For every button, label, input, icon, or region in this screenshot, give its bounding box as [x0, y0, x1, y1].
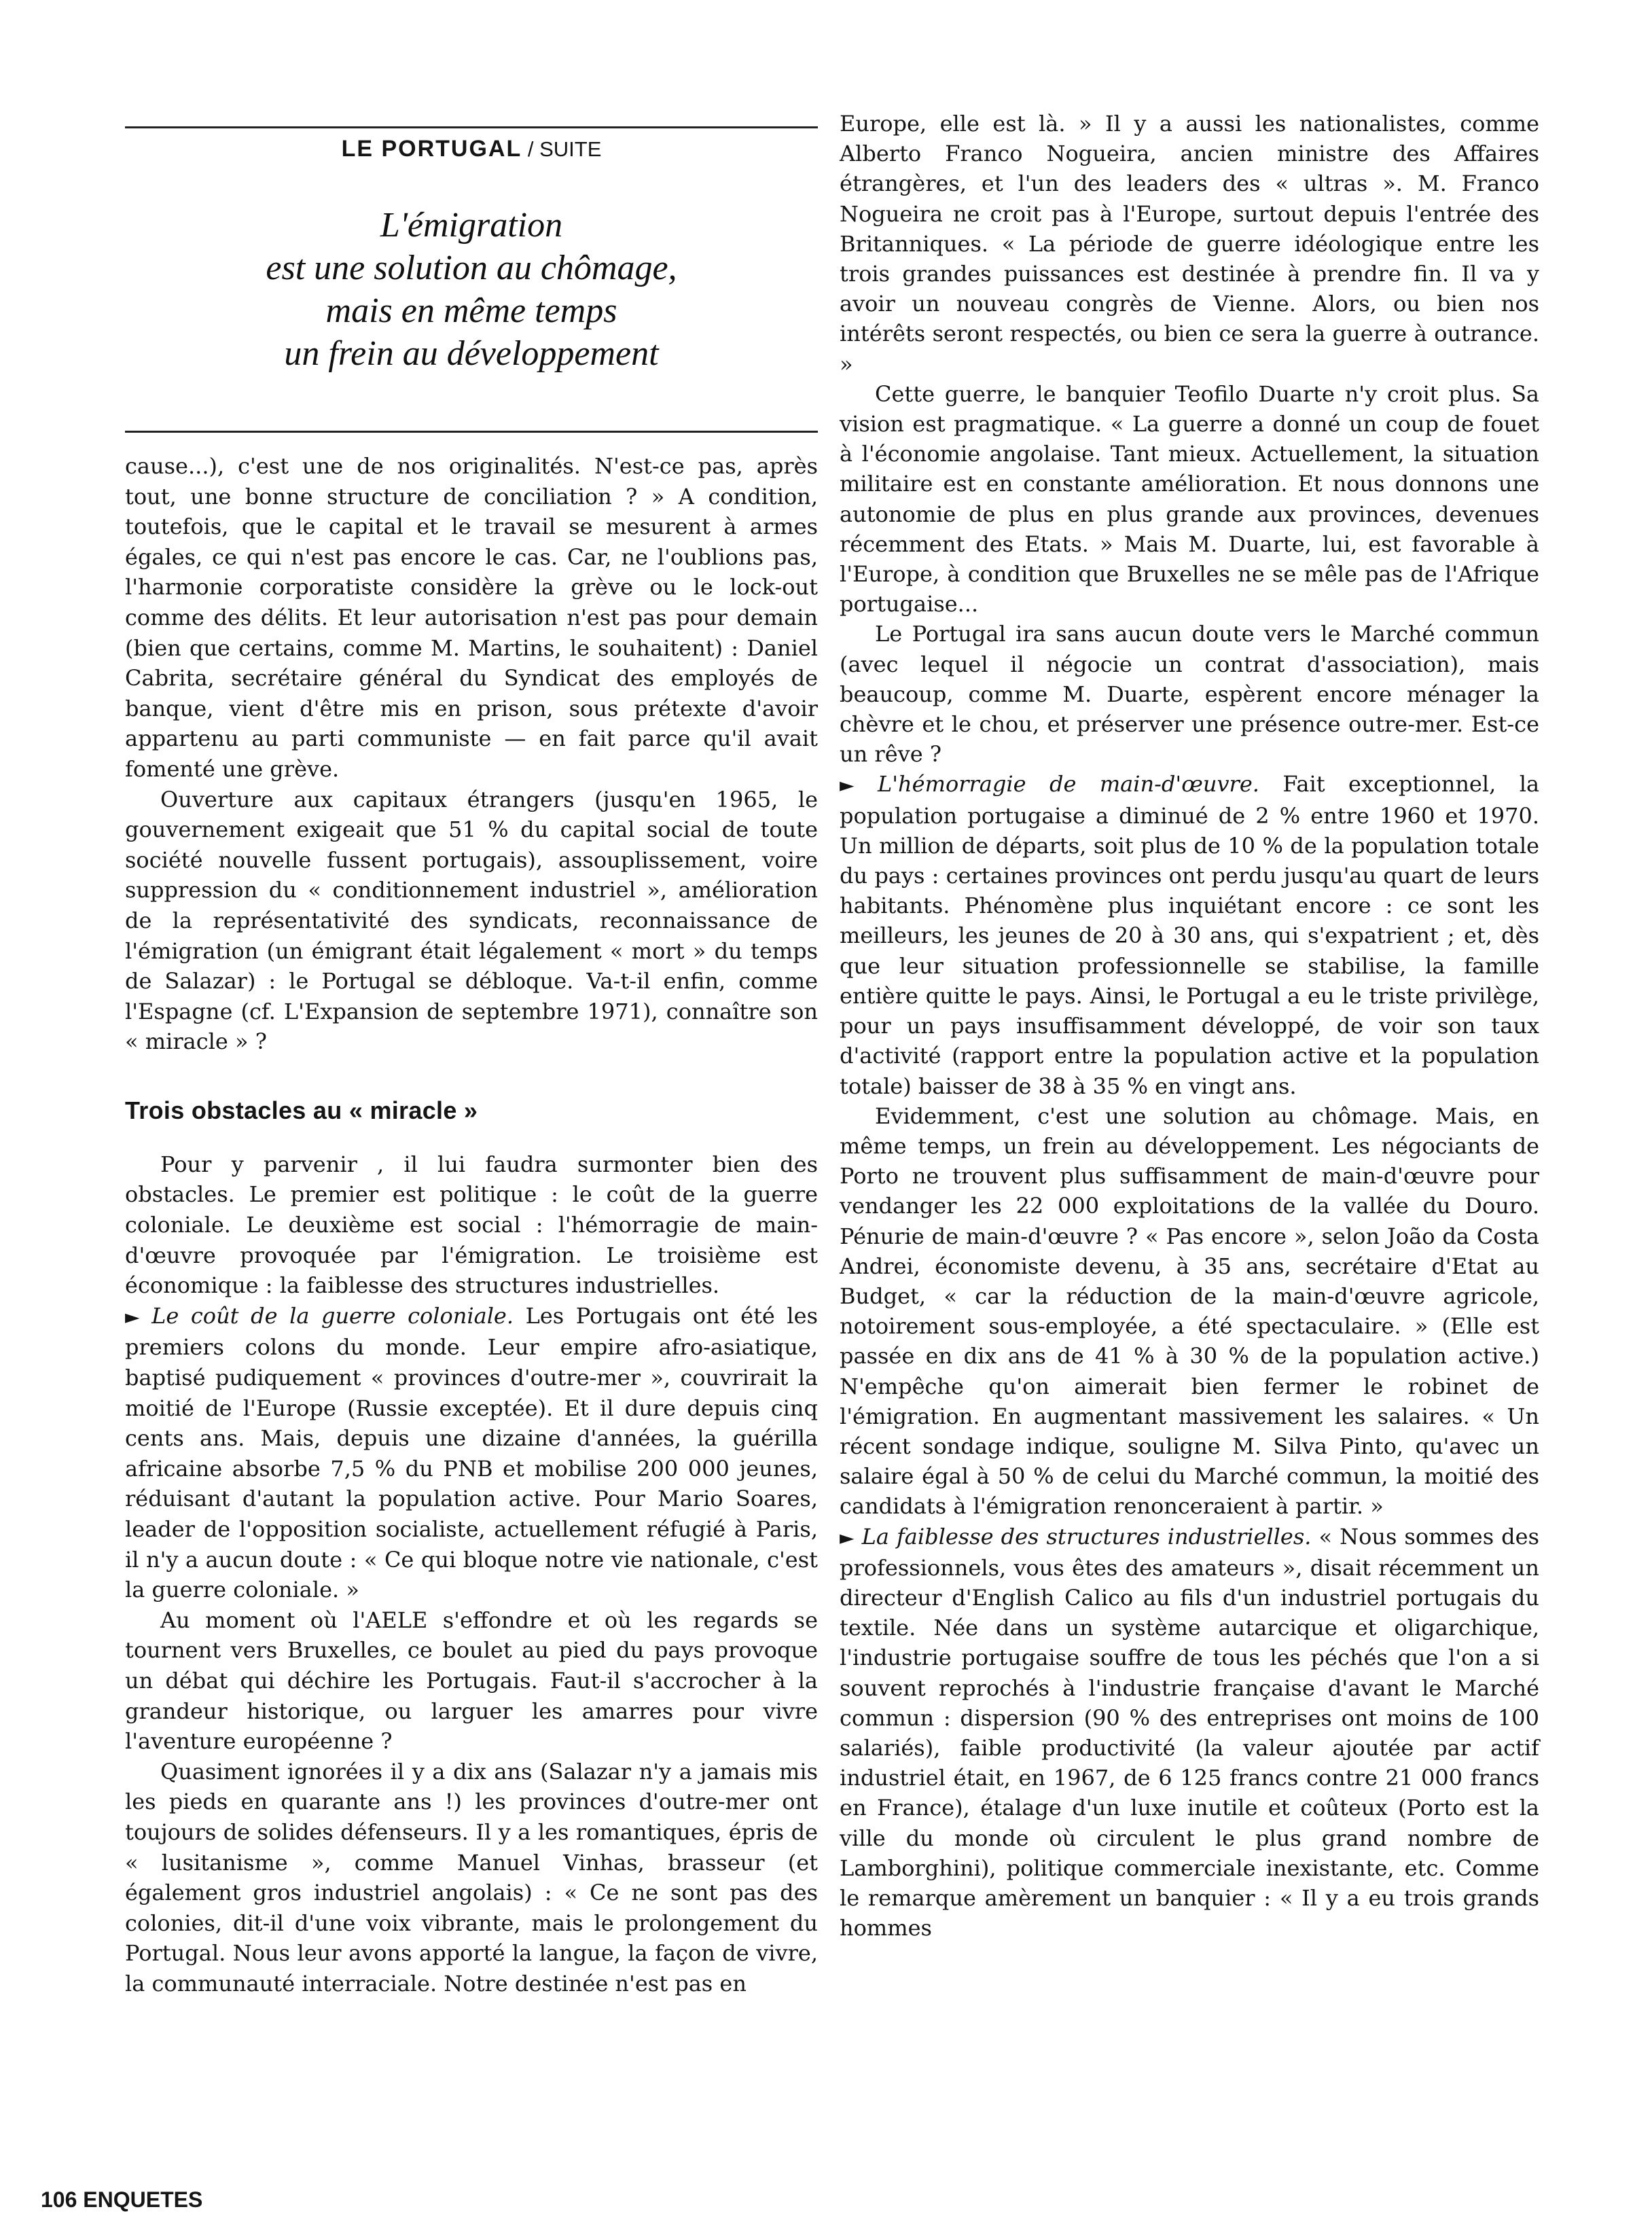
paragraph: Quasiment ignorées il y a dix ans (Salazar n'y a jamais mis les pieds en quarante ans !) les provinces d'outre-mer ont toujours de solides défenseurs. Il y a les romantiques, épris de « lusitanisme », comme Manuel Vinhas, brasseur (et également gros industriel angolais) : « Ce ne sont pas des colonies, dit-il d'une voix vibrante, mais le prolongement du Portugal. Nous leur avons apporté la langue, la façon de vivre, la communauté interraciale. Notre destinée n'est pas en — [125, 1758, 818, 1996]
headline-bottom-rule — [125, 431, 818, 433]
paragraph: Au moment où l'AELE s'effondre et où les regards se tournent vers Bruxelles, ce boulet au pied du pays provoque un débat qui déchire les Portugais. Faut-il s'accrocher à la grandeur historique, ou larguer les amarres pour vivre l'aventure européenne ? — [125, 1607, 818, 1755]
left-column — [125, 451, 818, 1999]
paragraph-lead: L'hémorragie de main-d'œuvre. — [878, 771, 1259, 798]
headline — [125, 204, 818, 375]
subheading: Trois obstacles au « miracle » — [125, 1096, 478, 1124]
section-kicker — [125, 136, 818, 162]
kicker-title: LE PORTUGAL — [341, 136, 522, 162]
headline-line: mais en même temps — [325, 291, 617, 330]
paragraph-lead: Le coût de la guerre coloniale. — [151, 1302, 514, 1329]
paragraph: Ouverture aux capitaux étrangers (jusqu'en 1965, le gouvernement exigeait que 51 % du capital social de toute société nouvelle fussent portugais), assouplissement, voire suppression du « conditionnement industriel », amélioration de la représentativité des syndicats, reconnaissance de l'émigration (un émigrant était légalement « mort » du temps de Salazar) : le Portugal se débloque. Va-t-il enfin, comme l'Espagne (cf. L'Expansion de septembre 1971), connaître son « miracle » ? — [125, 786, 818, 1055]
kicker-suite: SUITE — [539, 137, 602, 161]
headline-line: L'émigration — [380, 206, 563, 245]
paragraph: Cette guerre, le banquier Teofilo Duarte n'y croit plus. Sa vision est pragmatique. « La guerre a donné un coup de fouet à l'économie angolaise. Tant mieux. Actuellement, la situation militaire est en constante amélioration. Et nous donnons une autonomie de plus en plus grande aux provinces, devenues récemment des Etats. » Mais M. Duarte, lui, est favorable à l'Europe, à condition que Bruxelles ne se mêle pas de l'Afrique portugaise... — [840, 380, 1539, 617]
paragraph-text: Fait exceptionnel, la population portugaise a diminué de 2 % entre 1960 et 1970. Un million de départs, soit plus de 10 % de la population totale du pays : certaines provinces ont perdu jusqu'au quart de leurs habitants. Phénomène plus inquiétant encore : ce sont les meilleurs, les jeunes de 20 à 30 ans, qui s'expatrient ; et, dès que leur situation professionnelle se stabilise, la famille entière quitte le pays. Ainsi, le Portugal a eu le triste privilège, pour un pays insuffisamment développé, de voir son taux d'activité (rapport entre la population active et la population totale) baisser de 38 à 35 % en vingt ans. — [840, 771, 1540, 1099]
kicker-separator: / — [522, 137, 540, 161]
arrow-bullet-icon: ► — [840, 774, 855, 797]
paragraph — [125, 1301, 818, 1605]
headline-line: est une solution au chômage, — [266, 249, 677, 287]
paragraph: Le Portugal ira sans aucun doute vers le Marché commun (avec lequel il négocie un contrat d'association), mais beaucoup, comme M. Duarte, espèrent encore ménager la chèvre et le chou, et préserver une présence outre-mer. Est-ce un rêve ? — [840, 621, 1539, 768]
section-name: ENQUETES — [83, 2187, 203, 2212]
arrow-bullet-icon: ► — [125, 1305, 140, 1328]
paragraph-text: Les Portugais ont été les premiers colons du monde. Leur empire afro-asiatique, baptisé pudiquement « provinces d'outre-mer », couvrirait la moitié de l'Europe (Russie exceptée). Et il dure depuis cinq cents ans. Mais, depuis une dizaine d'années, la guérilla africaine absorbe 7,5 % du PNB et mobilise 200 000 jeunes, réduisant d'autant la population active. Pour Mario Soares, leader de l'opposition socialiste, actuellement réfugié à Paris, il n'y a aucun doute : « Ce qui bloque notre vie nationale, c'est la guerre coloniale. » — [125, 1302, 819, 1603]
paragraph: Europe, elle est là. » Il y a aussi les nationalistes, comme Alberto Franco Nogueira, ancien ministre des Affaires étrangères, et l'un des leaders des « ultras ». M. Franco Nogueira ne croit pas à l'Europe, surtout depuis l'entrée des Britanniques. « La période de guerre idéologique entre les trois grandes puissances est destinée à prendre fin. Il va y avoir un nouveau congrès de Vienne. Alors, ou bien nos intérêts seront respectés, ou bien ce sera la guerre à outrance. » — [840, 111, 1539, 377]
paragraph: cause...), c'est une de nos originalités. N'est-ce pas, après tout, une bonne structure de conciliation ? » A condition, toutefois, que le capital et le travail se mesurent à armes égales, ce qui n'est pas encore le cas. Car, ne l'oublions pas, l'harmonie corporatiste considère la grève ou le lock-out comme des délits. Et leur autorisation n'est pas pour demain (bien que certains, comme M. Martins, le souhaitent) : Daniel Cabrita, secrétaire général du Syndicat des employés de banque, vient d'être mis en prison, sous prétexte d'avoir appartenu au parti communiste — en fait parce qu'il avait fomenté une grève. — [125, 453, 818, 782]
paragraph: Pour y parvenir , il lui faudra surmonter bien des obstacles. Le premier est politique : le coût de la guerre coloniale. Le deuxième est social : l'hémorragie de main-d'œuvre provoquée par l'émigration. Le troisième est économique : la faiblesse des structures industrielles. — [125, 1151, 818, 1299]
arrow-bullet-icon: ► — [840, 1526, 855, 1549]
headline-line: un frein au développement — [284, 334, 659, 373]
top-rule — [125, 126, 818, 128]
paragraph: Evidemment, c'est une solution au chômage. Mais, en même temps, un frein au développement. Les négociants de Porto ne trouvent plus suffisamment de main-d'œuvre pour vendanger les 22 000 exploitations de la vallée du Douro. Pénurie de main-d'œuvre ? « Pas encore », selon João da Costa Andrei, économiste devenu, à 35 ans, secrétaire d'Etat au Budget, « car la réduction de la main-d'œuvre agricole, notoirement sous-employée, a été spectaculaire. » (Elle est passée en dix ans de 41 % à 30 % de la population active.) N'empêche qu'on aimerait bien fermer le robinet de l'émigration. En augmentant massivement les salaires. « Un récent sondage indique, souligne M. Silva Pinto, qu'avec un salaire égal à 50 % de celui du Marché commun, la moitié des candidats à l'émigration renonceraient à partir. » — [840, 1103, 1539, 1520]
right-column — [840, 109, 1539, 1943]
page-footer — [41, 2187, 202, 2213]
paragraph — [840, 1522, 1539, 1944]
paragraph-text: « Nous sommes des professionnels, vous êtes des amateurs », disait récemment un directeur d'English Calico au fils d'un industriel portugais du textile. Née dans un système autarcique et oligarchique, l'industrie portugaise souffre de tous les péchés que l'on a si souvent reprochés à l'industrie française d'avant le Marché commun : dispersion (90 % des entreprises ont moins de 100 salariés), faible productivité (la valeur ajoutée par actif industriel était, en 1967, de 6 125 francs contre 21 000 francs en France), étalage d'un luxe inutile et coûteux (Porto est la ville du monde où circulent le plus grand nombre de Lamborghini), politique commerciale inexistante, etc. Comme le remarque amèrement un banquier : « Il y a eu trois grands hommes — [840, 1523, 1540, 1941]
paragraph — [840, 769, 1539, 1100]
paragraph-lead: La faiblesse des structures industrielles. — [861, 1523, 1312, 1550]
page-number: 106 — [41, 2187, 77, 2212]
